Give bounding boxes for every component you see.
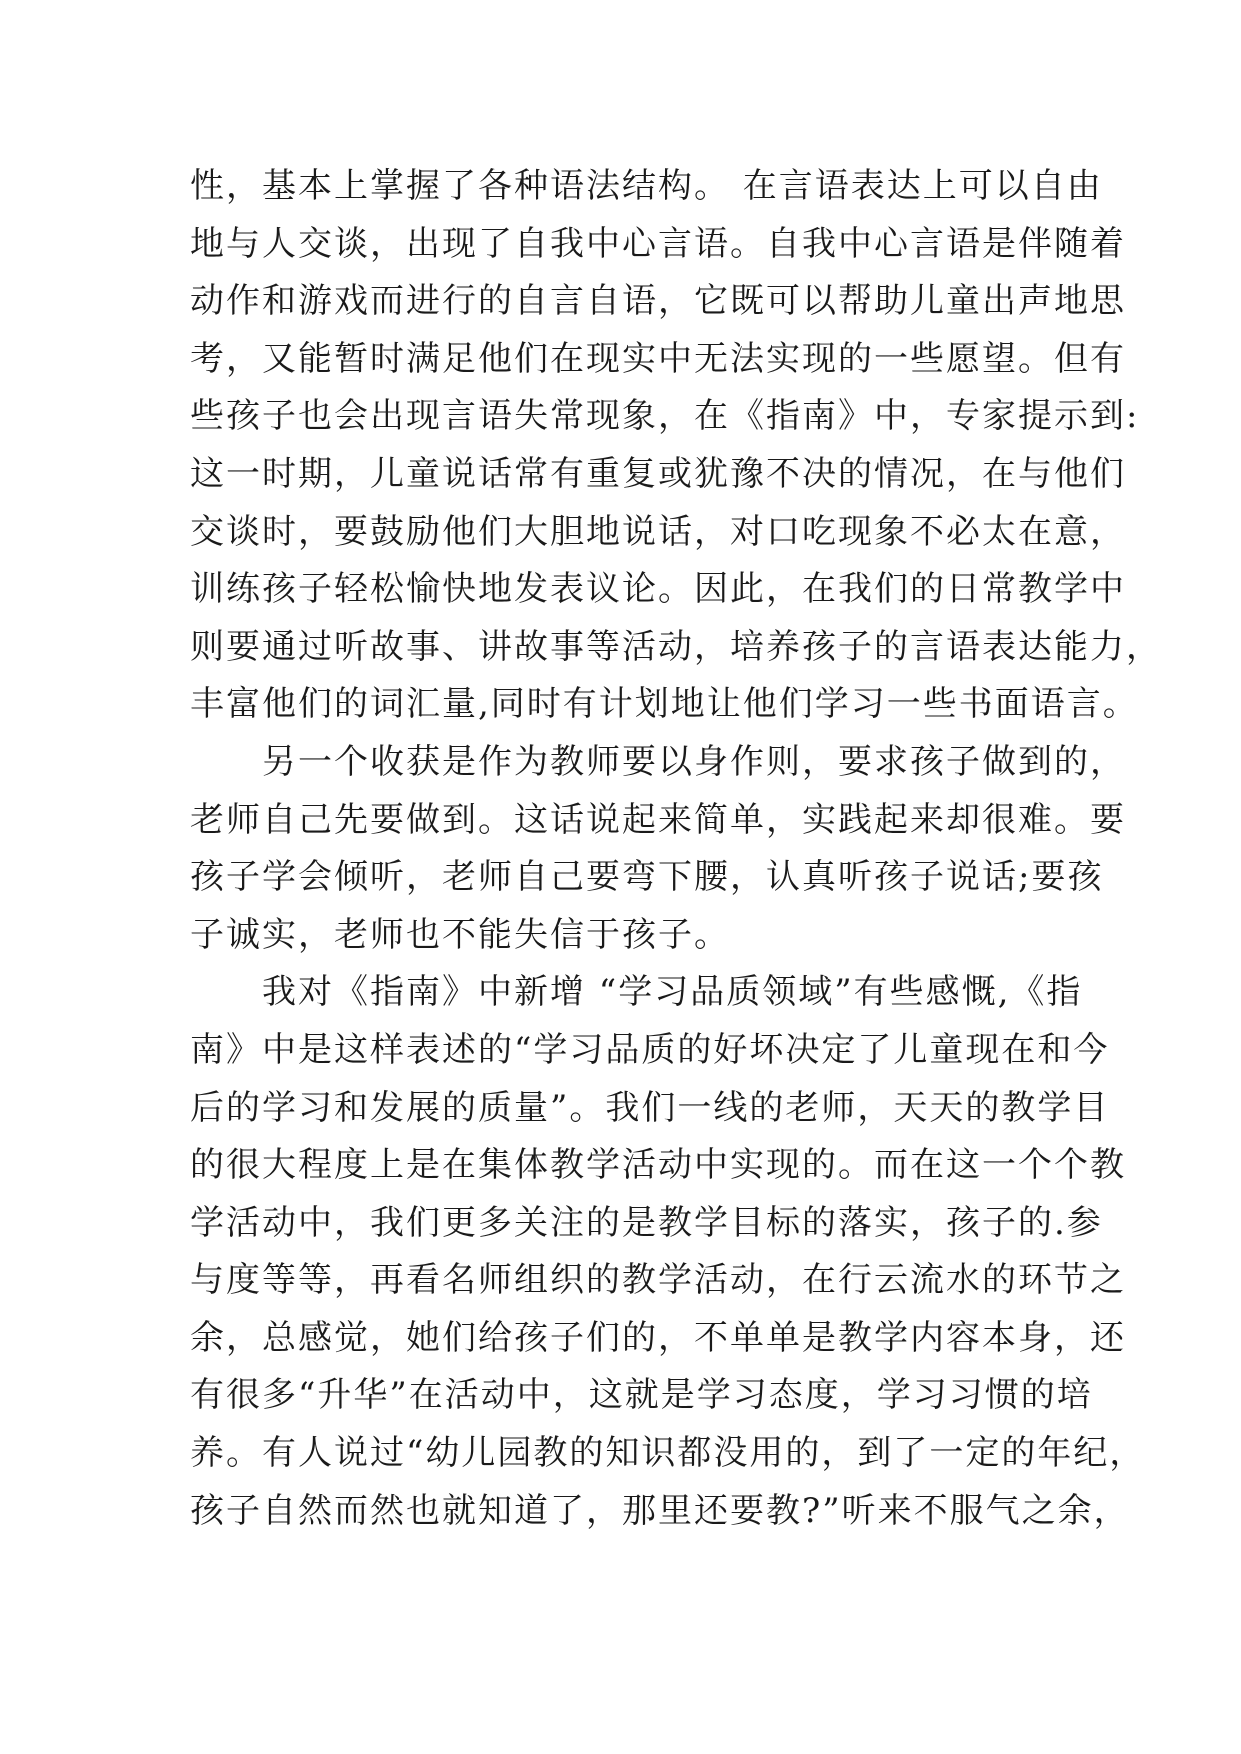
text-line: 性，基本上掌握了各种语法结构。 在言语表达上可以自由 bbox=[190, 166, 1103, 206]
text-line: 后的学习和发展的质量”。我们一线的老师，天天的教学目 bbox=[190, 1087, 1110, 1128]
text-line: 子诚实，老师也不能失信于孩子。 bbox=[190, 914, 730, 955]
text-line: 南》中是这样表述的“学习品质的好坏决定了儿童现在和今 bbox=[190, 1029, 1110, 1070]
text-line: 的很大程度上是在集体教学活动中实现的。而在这一个个教 bbox=[190, 1145, 1126, 1186]
text-line: 孩子自然而然也就知道了，那里还要教?”听来不服气之余， bbox=[190, 1490, 1130, 1531]
text-line: 地与人交谈，出现了自我中心言语。自我中心言语是伴随着 bbox=[190, 223, 1126, 264]
text-line: 老师自己先要做到。这话说起来简单，实践起来却很难。要 bbox=[190, 799, 1126, 840]
text-line: 另一个收获是作为教师要以身作则，要求孩子做到的， bbox=[190, 741, 1126, 782]
text-line: 则要通过听故事、讲故事等活动，培养孩子的言语表达能力， bbox=[190, 626, 1162, 667]
text-line: 孩子学会倾听，老师自己要弯下腰，认真听孩子说话;要孩 bbox=[190, 857, 1104, 898]
text-line: 训练孩子轻松愉快地发表议论。因此，在我们的日常教学中 bbox=[190, 569, 1126, 610]
text-line: 丰富他们的词汇量,同时有计划地让他们学习一些书面语言。 bbox=[190, 684, 1139, 725]
text-line: 交谈时，要鼓励他们大胆地说话，对口吃现象不必太在意， bbox=[190, 511, 1126, 552]
body-text bbox=[190, 158, 1162, 1540]
text-line: 些孩子也会出现言语失常现象，在《指南》中，专家提示到: bbox=[190, 396, 1140, 437]
text-line: 学活动中，我们更多关注的是教学目标的落实，孩子的.参 bbox=[190, 1202, 1103, 1243]
text-line: 这一时期，儿童说话常有重复或犹豫不决的情况，在与他们 bbox=[190, 453, 1126, 494]
text-line: 考，又能暂时满足他们在现实中无法实现的一些愿望。但有 bbox=[190, 338, 1126, 379]
text-line: 与度等等，再看名师组织的教学活动，在行云流水的环节之 bbox=[190, 1260, 1126, 1301]
text-line: 动作和游戏而进行的自言自语，它既可以帮助儿童出声地思 bbox=[190, 281, 1126, 322]
text-line: 养。有人说过“幼儿园教的知识都没用的，到了一定的年纪， bbox=[190, 1433, 1146, 1474]
text-line: 我对《指南》中新增 “学习品质领域”有些感慨,《指 bbox=[190, 972, 1083, 1013]
text-line: 余，总感觉，她们给孩子们的，不单单是教学内容本身，还 bbox=[190, 1317, 1126, 1358]
text-line: 有很多“升华”在活动中，这就是学习态度，学习习惯的培 bbox=[190, 1375, 1093, 1416]
